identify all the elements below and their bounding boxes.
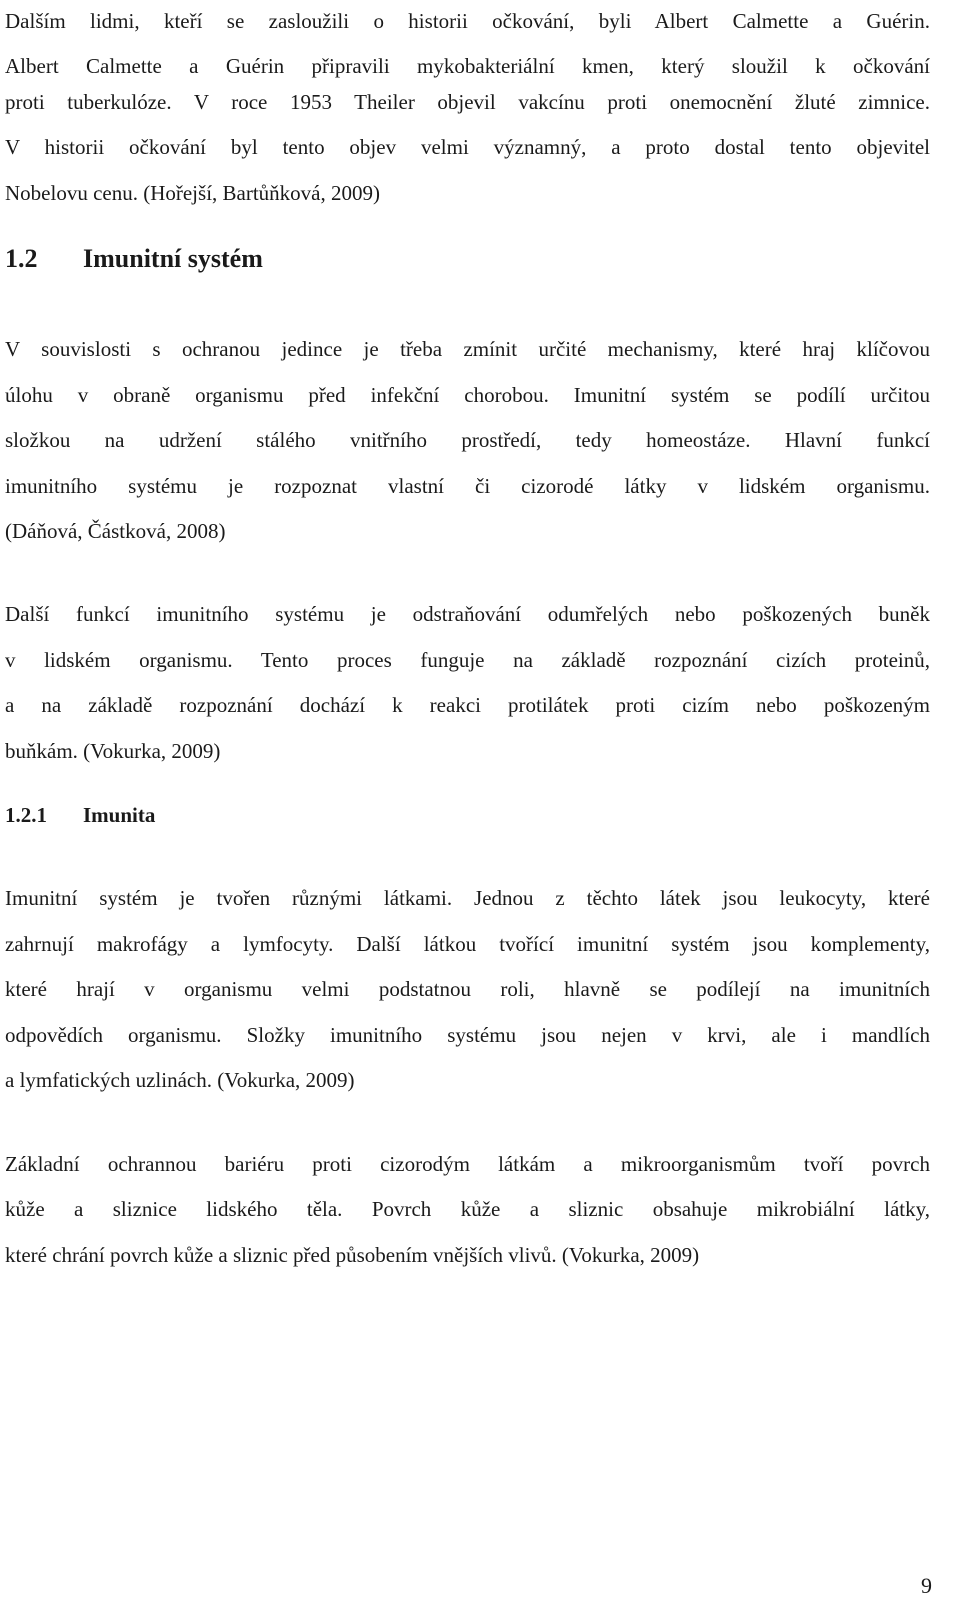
intro-line: Dalším lidmi, kteří se zasloužili o historii očkování, byli Albert Calmette a Guérin. <box>5 9 930 33</box>
section-title: Imunitní systém <box>83 244 263 273</box>
section-number: 1.2 <box>5 244 38 273</box>
paragraph-line: kůže a sliznice lidského těla. Povrch kůže a sliznic obsahuje mikrobiální látky, <box>5 1197 930 1221</box>
paragraph-line: buňkám. (Vokurka, 2009) <box>5 739 221 763</box>
intro-line: V historii očkování byl tento objev velmi významný, a proto dostal tento objevitel <box>5 135 930 159</box>
intro-line: Nobelovu cenu. (Hořejší, Bartůňková, 2009) <box>5 181 380 205</box>
paragraph-line: které chrání povrch kůže a sliznic před působením vnějších vlivů. (Vokurka, 2009) <box>5 1243 700 1267</box>
page-number: 9 <box>921 1573 932 1598</box>
paragraph-line: a na základě rozpoznání dochází k reakci protilátek proti cizím nebo poškozeným <box>5 693 930 717</box>
paragraph-line: složkou na udržení stálého vnitřního prostředí, tedy homeostáze. Hlavní funkcí <box>5 428 930 452</box>
paragraph-line: úlohu v obraně organismu před infekční chorobou. Imunitní systém se podílí určitou <box>5 383 930 407</box>
paragraph-line: imunitního systému je rozpoznat vlastní či cizorodé látky v lidském organismu. <box>5 474 930 498</box>
paragraph-line: v lidském organismu. Tento proces funguje na základě rozpoznání cizích proteinů, <box>5 648 930 672</box>
intro-line: Albert Calmette a Guérin připravili mykobakteriální kmen, který sloužil k očkování <box>5 54 930 78</box>
section-heading <box>5 243 263 275</box>
paragraph-line: (Dáňová, Částková, 2008) <box>5 519 226 543</box>
paragraph-line: Imunitní systém je tvořen různými látkami. Jednou z těchto látek jsou leukocyty, které <box>5 886 930 910</box>
paragraph-line: Další funkcí imunitního systému je odstraňování odumřelých nebo poškozených buněk <box>5 602 930 626</box>
subsection-title: Imunita <box>83 803 156 827</box>
paragraph-line: a lymfatických uzlinách. (Vokurka, 2009) <box>5 1068 355 1092</box>
paragraph-line: V souvislosti s ochranou jedince je třeba zmínit určité mechanismy, které hraj klíčovou <box>5 337 930 361</box>
intro-line: proti tuberkulóze. V roce 1953 Theiler objevil vakcínu proti onemocnění žluté zimnice. <box>5 90 930 114</box>
subsection-heading <box>5 802 155 828</box>
paragraph-line: odpovědích organismu. Složky imunitního systému jsou nejen v krvi, ale i mandlích <box>5 1023 930 1047</box>
paragraph-line: které hrají v organismu velmi podstatnou roli, hlavně se podílejí na imunitních <box>5 977 930 1001</box>
paragraph-line: Základní ochrannou bariéru proti cizorodým látkám a mikroorganismům tvoří povrch <box>5 1152 930 1176</box>
subsection-number: 1.2.1 <box>5 803 47 827</box>
paragraph-line: zahrnují makrofágy a lymfocyty. Další látkou tvořící imunitní systém jsou komplementy, <box>5 932 930 956</box>
